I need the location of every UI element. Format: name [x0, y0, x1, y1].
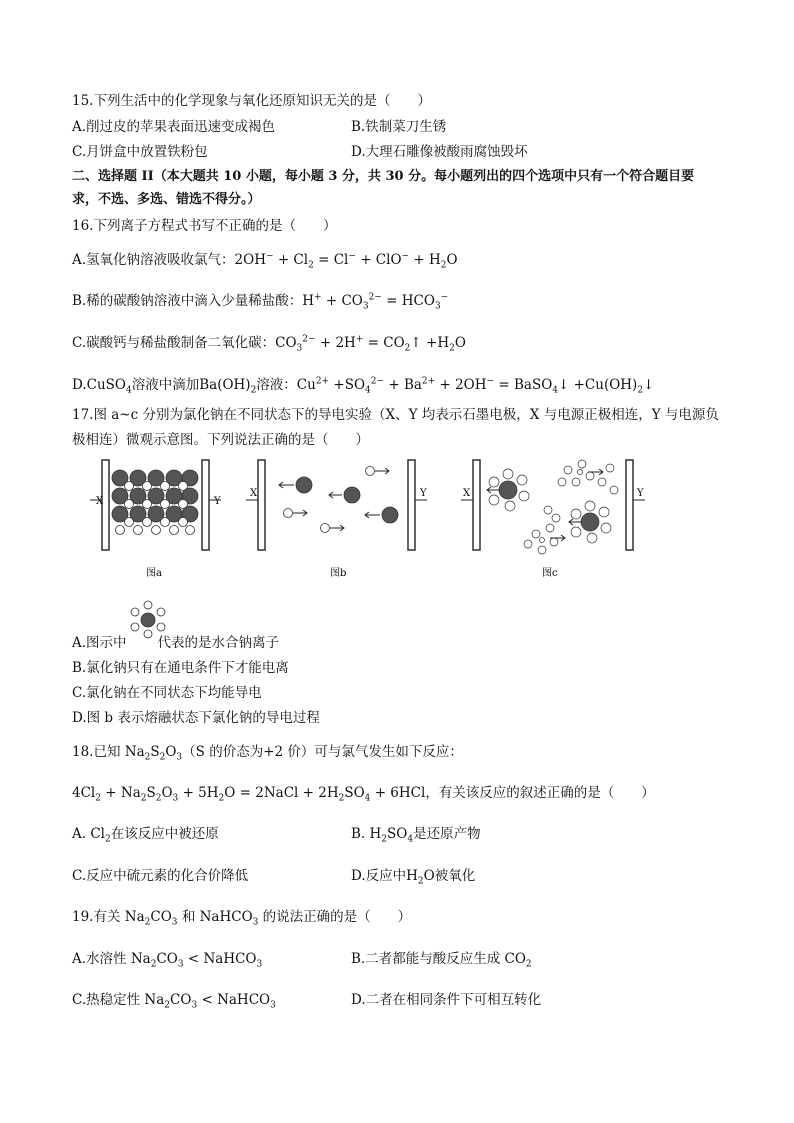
q17-option-c: C.氯化钠在不同状态下均能导电 [72, 685, 262, 701]
q17-stem-line2: 极相连）微观示意图。下列说法正确的是（ ） [72, 432, 369, 448]
q19-stem-pre: 19.有关 [72, 909, 121, 925]
fig-b-x-label: X [250, 488, 258, 499]
q16-d-label-pre: D.CuSO [72, 377, 126, 393]
q16-c-equation: $CO_3^{2-} + 2H^+$ = $CO_2↑ +H_2O$ [275, 334, 466, 354]
q15-stem: 15.下列生活中的化学现象与氧化还原知识无关的是（ ） [72, 93, 431, 109]
q18-stem-pre: 18.已知 Na [72, 744, 145, 760]
q15-option-a: A.削过皮的苹果表面迅速变成褐色 [72, 119, 276, 135]
q17-stem-line1: 17.图 a~c 分别为氯化钠在不同状态下的导电实验（X、Y 均表示石墨电极，X 与电源正极相连，Y 与电源负 [72, 407, 719, 423]
q19-c-pre: C.热稳定性 [72, 992, 141, 1008]
q17-figure [90, 452, 650, 587]
q18-equation [72, 784, 655, 802]
q16-stem: 16.下列离子方程式书写不正确的是（ ） [72, 218, 337, 234]
q17-option-d: D.图 b 表示熔融状态下氯化钠的导电过程 [72, 710, 320, 726]
fig-c-x-label: X [463, 488, 471, 499]
q19-option-d: D.二者在相同条件下可相互转化 [351, 992, 542, 1008]
q18-option-d: D.反应中$H_2O$被氧化 [351, 868, 476, 887]
q16-option-d: D.CuSO$_4$溶液中滴加$Ba(OH)_2$溶液：$Cu^{2+} +SO_4^{2-} + Ba^{2+} + 2OH^-$ = BaSO$_4$↓ $+Cu(OH)_2↓$ [72, 376, 655, 396]
q18-reaction: $4Cl_2 + Na_2S_2O_3 + 5H_2O$ = 2NaCl + $2H_2SO_4 + 6HCl$ [72, 785, 426, 804]
fig-b-y-label: Y [420, 488, 427, 499]
q16-d-label-post: 溶液： [256, 377, 297, 393]
q18-option-c: C.反应中硫元素的化合价降低 [72, 868, 249, 884]
section-heading-line1: 二、选择题 II（本大题共 10 小题，每小题 3 分，共 30 分。每小题列出的四个选项中只有一个符合题目要 [72, 169, 695, 184]
q17-option-b: B.氯化钠只有在通电条件下才能电离 [72, 660, 289, 676]
figure-b [246, 460, 427, 550]
section-heading-line2: 求，不选、多选、错选不得分。） [72, 192, 261, 207]
q19-option-b: B.二者都能与酸反应生成 $CO_2$ [351, 951, 532, 970]
fig-c-caption: 图c [542, 568, 558, 579]
q19-a-pre: A.水溶性 [72, 951, 127, 967]
q19-option-c: C.热稳定性 $Na_2CO_3$ < NaHCO$_3$ [72, 992, 276, 1011]
q18-a-tail: 在该反应中被还原 [110, 826, 219, 842]
q15-option-c: C.月饼盒中放置铁粉包 [72, 144, 208, 160]
q18-option-a: A. $Cl_2$在该反应中被还原 [72, 826, 219, 845]
q15-option-b: B.铁制菜刀生锈 [351, 119, 447, 135]
fig-a-x-label: X [96, 496, 104, 507]
q16-a-equation: $2OH^- + Cl_2 = Cl^- + ClO^- + H_2O$ [234, 251, 458, 271]
q16-c-label: C.碳酸钙与稀盐酸制备二氧化碳： [72, 335, 276, 351]
q19-option-a: A.水溶性 $Na_2CO_3$ < NaHCO$_3$ [72, 951, 263, 970]
q18-eq-tail: ，有关该反应的叙述正确的是（ ） [425, 785, 655, 801]
q18-stem-post: （S 的价态为+2 价）可与氯气发生如下反应： [182, 744, 463, 760]
fig-a-y-label: Y [214, 496, 221, 507]
q18-d-tail: 被氧化 [434, 868, 476, 884]
fig-c-y-label: Y [637, 488, 644, 499]
figure-c [461, 460, 645, 554]
q18-d-pre: D.反应中 [351, 868, 407, 884]
q16-option-a [72, 251, 458, 269]
fig-b-caption: 图b [330, 568, 347, 579]
q17-a-post: 代表的是水合钠离子 [157, 635, 280, 651]
q18-stem: 18.已知 $Na_2S_2O_3(S$ 的价态为+2 价）可与氯气发生如下反应： [72, 744, 463, 763]
q16-option-b [72, 292, 448, 310]
figure-a [90, 460, 221, 550]
q17-a-pre: A.图示中 [72, 635, 127, 651]
q16-b-equation: $H^+ + CO_3^{2-} = HCO_3^-$ [302, 292, 449, 312]
q16-option-c [72, 334, 466, 352]
q19-stem: 19.有关 $Na_2CO_3$ 和 NaHCO$_3$ 的说法正确的是（ ） [72, 909, 412, 928]
q18-option-b: B. $H_2SO_4$是还原产物 [351, 826, 481, 845]
q19-stem-post: 的说法正确的是（ ） [262, 909, 412, 925]
q16-d-label-mid: 溶液中滴加 [131, 377, 200, 393]
q17-option-a [72, 634, 279, 652]
q19-stem-mid: 和 [181, 909, 196, 925]
q19-b-pre: B.二者都能与酸反应生成 [351, 951, 501, 967]
q18-b-tail: 是还原产物 [413, 826, 481, 842]
q15-option-d: D.大理石雕像被酸雨腐蚀毁坏 [351, 144, 528, 160]
q16-b-label: B.稀的碳酸钠溶液中滴入少量稀盐酸： [72, 293, 303, 309]
q16-d-equation: $Cu^{2+} +SO_4^{2-} + Ba^{2+} + 2OH^-$ = BaSO$_4$↓ $+Cu(OH)_2↓$ [296, 376, 655, 396]
q16-a-label: A.氢氧化钠溶液吸收氯气： [72, 252, 235, 268]
fig-a-caption: 图a [146, 568, 162, 579]
